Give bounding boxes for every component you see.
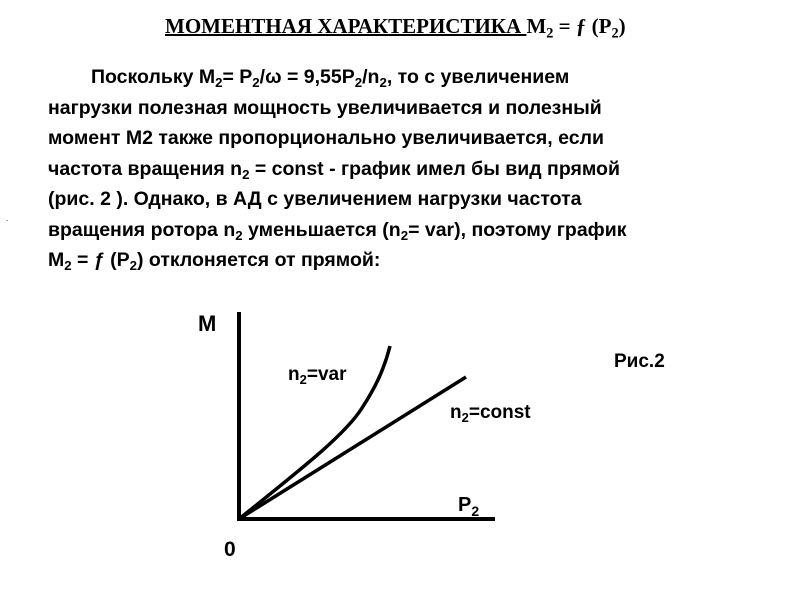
- title-formula-m: М: [526, 14, 547, 38]
- curve-const-label-sub: 2: [461, 410, 469, 425]
- subscript: 2: [129, 257, 137, 273]
- curve-const-label-rest: =const: [468, 402, 531, 423]
- subscript: 2: [354, 74, 363, 90]
- title-underlined-text: МОМЕНТНАЯ ХАРАКТЕРИСТИКА: [165, 14, 527, 38]
- x-axis-label-sub: 2: [471, 503, 480, 519]
- text-run: , то с увеличением: [386, 66, 570, 88]
- subscript: 2: [379, 74, 387, 90]
- stray-mark: .: [6, 214, 9, 223]
- curve-const-label: [450, 402, 531, 425]
- text-run: = var), поэтому график: [408, 218, 627, 241]
- figure-caption: Рис.2: [614, 351, 665, 372]
- subscript: 2: [242, 166, 250, 182]
- subscript: 2: [252, 74, 260, 90]
- x-axis-label: [458, 494, 479, 519]
- y-axis-label: M: [198, 311, 217, 336]
- title-formula-end: ): [618, 14, 626, 38]
- text-run: частота вращения n: [48, 157, 243, 180]
- text-run: /n: [362, 66, 380, 88]
- text-run: = ƒ (Р: [71, 249, 130, 271]
- subscript: 2: [215, 74, 223, 90]
- curve-const-label-main: n: [450, 402, 462, 423]
- x-axis-label-main: P: [458, 494, 472, 516]
- subscript: 2: [235, 227, 243, 243]
- text-run: = const - график имел бы вид прямой: [249, 157, 620, 180]
- text-run: уменьшается (n: [242, 218, 401, 241]
- subscript: 2: [400, 227, 409, 243]
- paragraph-line-5: (рис. 2 ). Однако, в АД с увеличением нагрузки частота: [48, 188, 582, 210]
- curve-n2-const: [239, 377, 466, 519]
- text-run: ) отклоняется от прямой:: [137, 249, 381, 271]
- text-run: М: [48, 249, 65, 271]
- title-formula-sub: 2: [546, 25, 554, 42]
- curve-var-label-rest: =var: [306, 364, 347, 385]
- text-run: = Р: [222, 66, 253, 88]
- title-formula-sub: 2: [611, 25, 619, 42]
- paragraph-line-2: нагрузки полезная мощность увеличивается и полезный: [48, 96, 602, 119]
- title-formula-mid: = ƒ (Р: [553, 14, 612, 38]
- text-run: /ω = 9,55Р: [259, 66, 355, 88]
- curve-var-label-sub: 2: [299, 372, 307, 387]
- text-run: Поскольку М: [91, 66, 216, 88]
- origin-label: 0: [224, 538, 236, 561]
- curve-var-label: [288, 364, 347, 387]
- curve-var-label-main: n: [288, 364, 300, 385]
- subscript: 2: [64, 257, 72, 273]
- paragraph-line-3: момент М2 также пропорционально увеличивается, если: [48, 127, 604, 149]
- text-run: вращения ротора n: [48, 218, 236, 241]
